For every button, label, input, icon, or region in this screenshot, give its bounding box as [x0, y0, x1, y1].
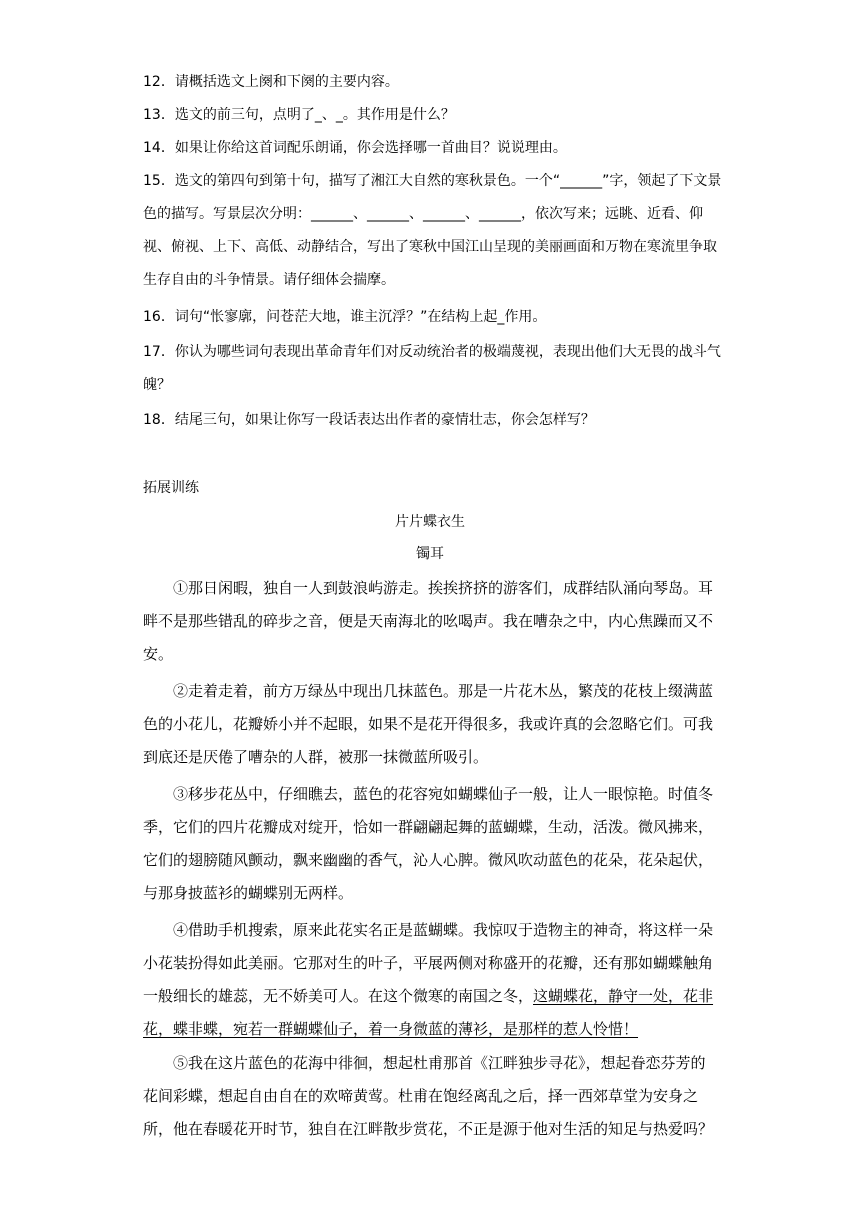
question-14	[143, 132, 728, 165]
question-text: 如果让你给这首词配乐朗诵，你会选择哪一首曲目？说说理由。	[174, 140, 567, 156]
question-number: 18．	[143, 412, 175, 428]
paragraph-text: ④借助手机搜索，原来此花实名正是蓝蝴蝶。我惊叹于造物主的神奇，将这样一朵小花装扮得如此美丽。它那对生的叶子，平展两侧对称盛开的花瓣，还有那如蝴蝶触角一般细长的雄蕊，无不娇美可人。在这个微寒的南国之冬，	[143, 921, 714, 1005]
question-number: 16．	[143, 309, 175, 325]
question-text: 请概括选文上阕和下阕的主要内容。	[174, 74, 399, 90]
question-text: 结尾三句，如果让你写一段话表达出作者的豪情壮志，你会怎样写？	[174, 412, 595, 428]
question-number: 13．	[143, 107, 175, 123]
article-author: 镯耳	[416, 546, 444, 562]
article-paragraph-5: ⑤我在这片蓝色的花海中徘徊，想起杜甫那首《江畔独步寻花》，想起眷恋芬芳的花间彩蝶，想起自由自在的欢啼黄莺。杜甫在饱经离乱之后，择一西郊草堂为安身之所，他在春暖花开时节，独自在江畔散步赏花，不正是源于他对生活的知足与热爱吗？	[143, 1054, 714, 1138]
question-17	[143, 336, 728, 402]
article-paragraph-3: ③移步花丛中，仔细瞧去，蓝色的花容宛如蝴蝶仙子一般，让人一眼惊艳。时值冬季，它们的四片花瓣成对绽开，恰如一群翩翩起舞的蓝蝴蝶，生动，活泼。微风拂来，它们的翅膀随风颤动，飘来幽幽的香气，沁人心脾。微风吹动蓝色的花朵，花朵起伏，与那身披蓝衫的蝴蝶别无两样。	[143, 785, 714, 902]
article-paragraph-1: ①那日闲暇，独自一人到鼓浪屿游走。挨挨挤挤的游客们，成群结队涌向琴岛。耳畔不是那些错乱的碎步之音，便是天南海北的吆喝声。我在嘈杂之中，内心焦躁而又不安。	[143, 579, 714, 663]
question-18	[143, 404, 728, 437]
question-number: 17．	[143, 344, 175, 360]
question-text: 选文的第四句到第十句，描写了湘江大自然的寒秋景色。一个“______”字，领起了下文景色的描写。写景层次分明：______、______、______、______，依次写来；远眺、近看、仰视、俯视、上下、高低、动静结合，写出了寒秋中国江山呈现的美丽画面和万物在寒流里争取生存自由的斗争情景。请仔细体会揣摩。	[143, 173, 722, 288]
article-title: 片片蝶衣生	[395, 514, 465, 530]
article-paragraph-2: ②走着走着，前方万绿丛中现出几抹蓝色。那是一片花木丛，繁茂的花枝上缀满蓝色的小花儿，花瓣娇小并不起眼，如果不是花开得很多，我或许真的会忽略它们。可我到底还是厌倦了嘈杂的人群，被那一抹微蓝所吸引。	[143, 682, 714, 766]
underlined-sentence: 这蝴蝶花，静守一处，花非花，蝶非蝶，宛若一群蝴蝶仙子，着一身微蓝的薄衫，是那样的惹人怜惜！	[143, 987, 714, 1038]
question-13	[143, 99, 728, 132]
article-paragraph-4	[143, 914, 715, 1046]
question-number: 12．	[143, 74, 175, 90]
question-number: 14．	[143, 140, 175, 156]
question-16	[143, 301, 728, 334]
question-text: 选文的前三句，点明了_、_。其作用是什么？	[174, 107, 455, 123]
question-text: 你认为哪些词句表现出革命青年们对反动统治者的极端蔑视，表现出他们大无畏的战斗气魄？	[143, 344, 721, 393]
question-number: 15．	[143, 173, 175, 189]
section-label: 拓展训练	[143, 480, 199, 496]
question-12	[143, 66, 728, 99]
question-15	[143, 165, 728, 297]
question-text: 词句“怅寥廓，问苍茫大地，谁主沉浮？”在结构上起_作用。	[174, 309, 547, 325]
